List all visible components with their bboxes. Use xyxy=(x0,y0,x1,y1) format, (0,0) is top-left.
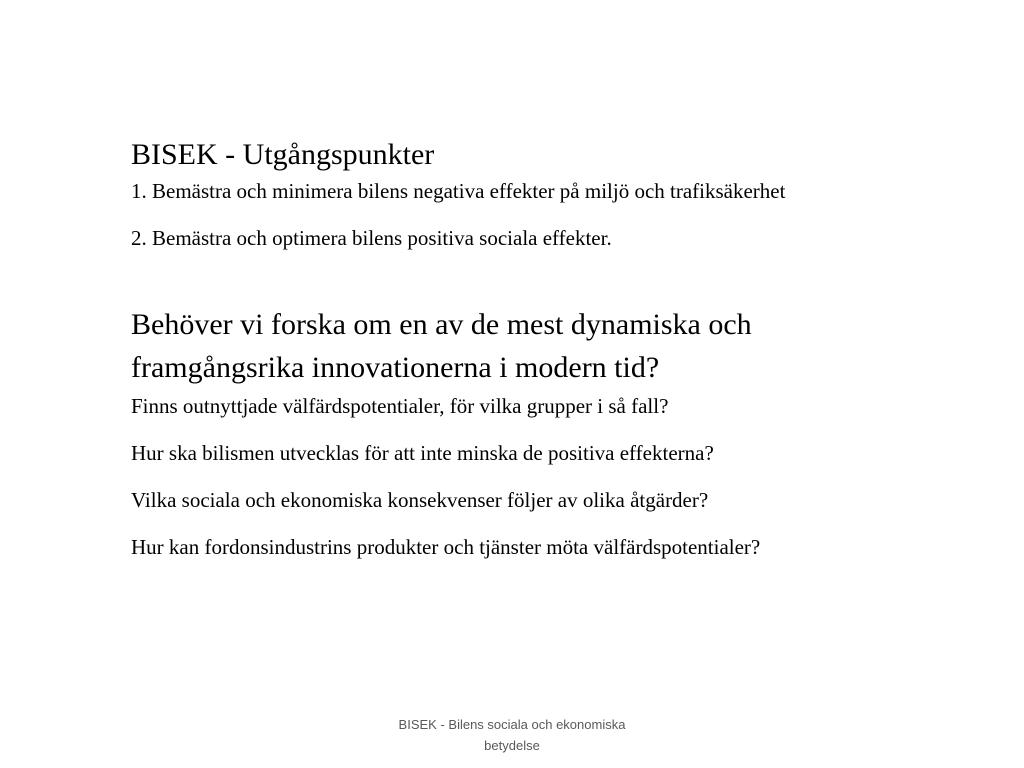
question-item: Finns outnyttjade välfärdspotentialer, för vilka grupper i så fall? xyxy=(131,394,669,418)
research-question-heading: Behöver vi forska om en av de mest dynamiska och framgångsrika innovationerna i modern tid? xyxy=(131,308,752,384)
question-item: Hur ska bilismen utvecklas för att inte minska de positiva effekterna? xyxy=(131,441,714,465)
slide-content xyxy=(131,136,991,581)
section-spacer xyxy=(131,272,991,303)
slide-title: BISEK - Utgångspunkter xyxy=(131,138,435,171)
slide-footer: BISEK - Bilens sociala och ekonomiska betydelse xyxy=(398,717,626,753)
question-item: Hur kan fordonsindustrins produkter och tjänster möta välfärdspotentialer? xyxy=(131,535,761,559)
question-item: Vilka sociala och ekonomiska konsekvenser följer av olika åtgärder? xyxy=(131,488,709,512)
starting-point-2: 2. Bemästra och optimera bilens positiva sociala effekter. xyxy=(131,226,612,250)
starting-point-1: 1. Bemästra och minimera bilens negativa effekter på miljö och trafiksäkerhet xyxy=(131,179,786,203)
